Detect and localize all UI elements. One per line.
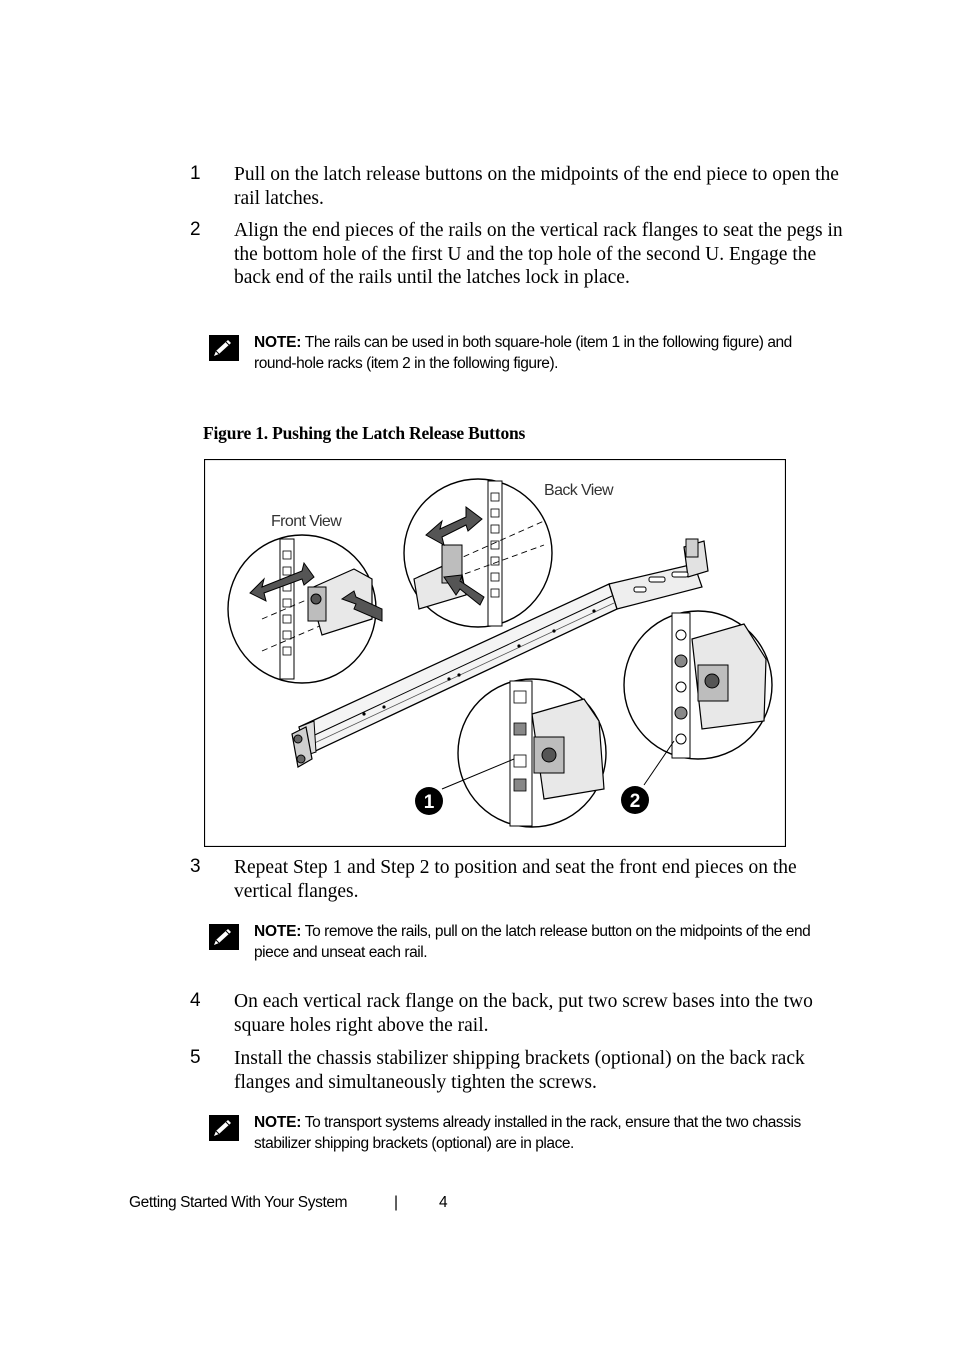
callout-1-label: 1 [423, 792, 435, 813]
figure-caption: Figure 1. Pushing the Latch Release Buttons [203, 423, 526, 443]
step-number: 4 [190, 990, 201, 1011]
step-number: 3 [190, 856, 201, 877]
note-body: The rails can be used in both square-hole (item 1 in the following figure) and round-hole racks (item 2 in the following figure). [254, 334, 792, 372]
note-pencil-icon [209, 335, 239, 361]
callout-2-label: 2 [629, 791, 641, 812]
step-text: Repeat Step 1 and Step 2 to position and seat the front end pieces on the vertical flanges. [234, 857, 797, 902]
footer-separator: | [394, 1194, 398, 1211]
footer-title: Getting Started With Your System [129, 1194, 348, 1211]
note-text [254, 1113, 829, 1154]
step-number: 2 [190, 219, 201, 240]
step-text: On each vertical rack flange on the back, put two screw bases into the two square holes right above the rail. [234, 991, 813, 1036]
step-number: 5 [190, 1047, 201, 1068]
note-body: To transport systems already installed in the rack, ensure that the two chassis stabilizer shipping brackets (optional) are in place. [254, 1114, 801, 1152]
footer-page-number: 4 [439, 1194, 448, 1211]
note-label: NOTE: [254, 1114, 302, 1131]
step-text: Install the chassis stabilizer shipping brackets (optional) on the back rack flanges and simultaneously tighten the screws. [234, 1048, 805, 1093]
note-label: NOTE: [254, 923, 302, 940]
note-text [254, 333, 829, 374]
step-text: Pull on the latch release buttons on the midpoints of the end piece to open the rail latches. [234, 164, 839, 209]
note-body: To remove the rails, pull on the latch release button on the midpoints of the end piece and unseat each rail. [254, 923, 811, 961]
note-label: NOTE: [254, 334, 302, 351]
back-view-label: Back View [544, 482, 614, 499]
note-pencil-icon [209, 924, 239, 950]
step-text: Align the end pieces of the rails on the vertical rack flanges to seat the pegs in the bottom hole of the first U and the top hole of the second U. Engage the back end of the rails until the latches lock in place. [234, 220, 843, 288]
rail-installation-figure [204, 459, 786, 847]
note-pencil-icon [209, 1115, 239, 1141]
front-view-label: Front View [271, 513, 342, 530]
step-number: 1 [190, 163, 201, 184]
note-text [254, 922, 829, 963]
